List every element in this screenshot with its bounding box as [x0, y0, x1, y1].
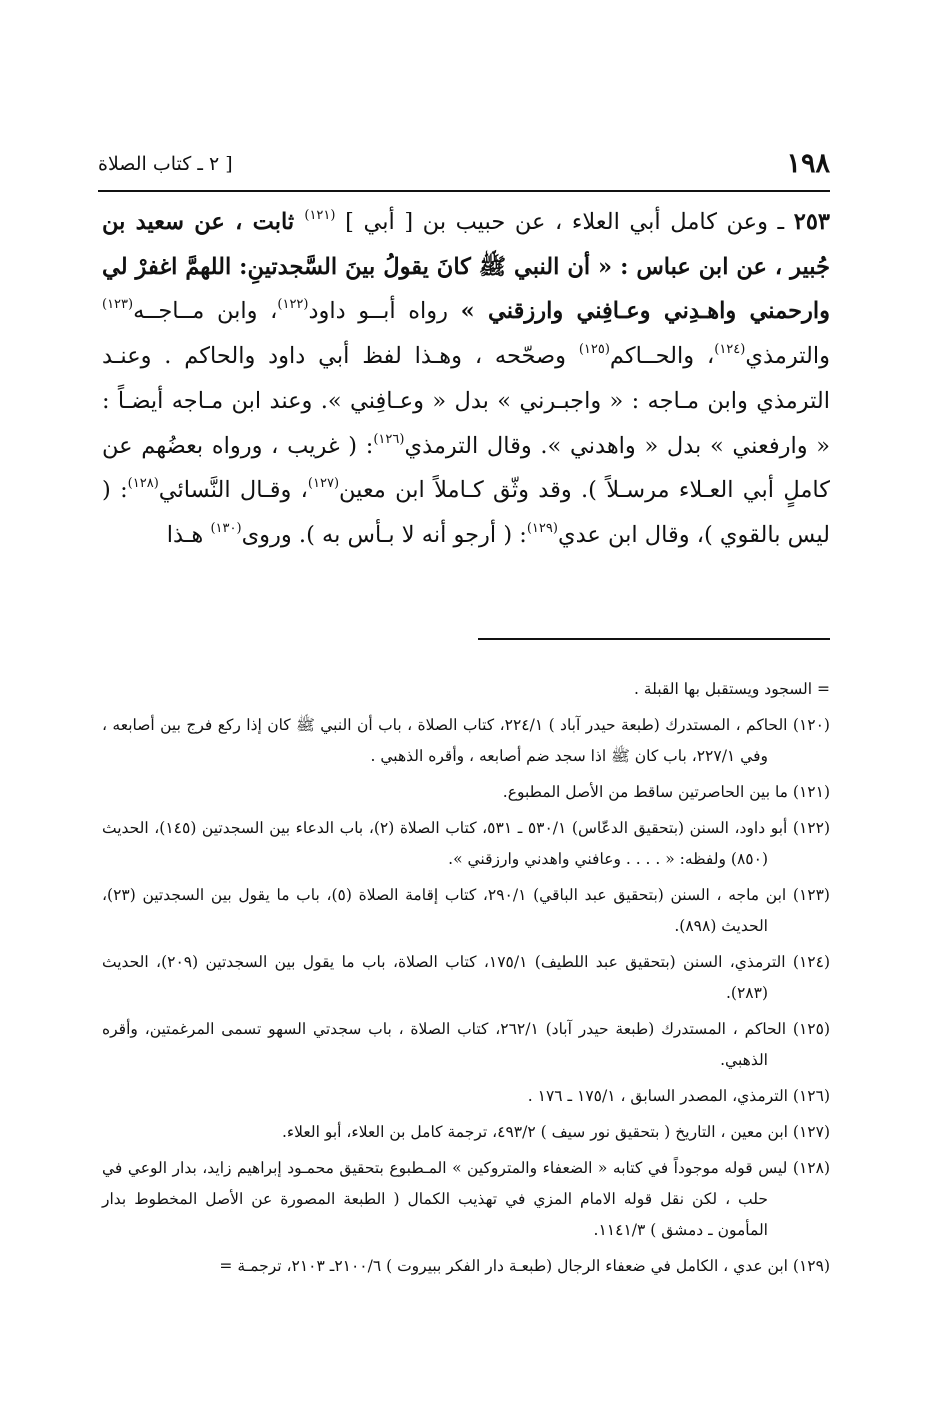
footnote-reference: (١٣٠): [210, 520, 242, 536]
footnote: (١٢٠) الحاكم ، المستدرك (طبعة حيدر آباد ) ٢٢٤/١، كتاب الصلاة ، باب أن النبي ﷺ كان إذا ركع فرج بين أصابعه ، وفي ٢٢٧/١، باب كان ﷺ اذا سجد ضم أصابعه ، وأقره الذهبي .: [102, 716, 830, 765]
footnote: (١٢٥) الحاكم ، المستدرك (طبعة حيدر آباد) ٢٦٢/١، كتاب الصلاة ، باب سجدتي السهو تسمى المرغمتين، وأقره الذهبي.: [102, 1020, 831, 1069]
text-segment: هـذا: [166, 521, 211, 548]
hadith-paragraph: [102, 200, 830, 558]
footnote-reference: (١٢٥): [578, 342, 610, 358]
footnote: (١٢٣) ابن ماجه ، السنن (بتحقيق عبد الباقي) ٢٩٠/١، كتاب إقامة الصلاة (٥)، باب ما يقول بين السجدتين (٢٣)، الحديث (٨٩٨).: [102, 886, 830, 935]
footnotes-section: [102, 674, 830, 1287]
text-segment: : ( أرجو أنه لا بـأس به ). وروى: [241, 521, 527, 548]
text-segment: رواه أبــو داود: [308, 298, 461, 325]
footnote: (١٢٩) ابن عدي ، الكامل في ضعفاء الرجال (طبعـة دار الفكر ببيروت ) ٢١٠٠/٦ـ ٢١٠٣، ترجمـة =: [219, 1257, 830, 1275]
text-segment: ، وقـال النَّسائي: [158, 477, 308, 504]
text-segment: ـ وعن كامل أبي العلاء ، عن حبيب بن [ أبي ]: [335, 209, 785, 235]
footnote-reference: (١٢٣): [102, 297, 134, 313]
footnote: (١٢٨) ليس قوله موجوداً في كتابه « الضعفاء والمتروكين » المـطبوع بتحقيق محمـود إبراهيم زايد، بدار الوعي في حلب ، لكن نقل قوله الامام المزي في تهذيب الكمال ( الطبعة المصورة عن الأصل المخطوط بدار المأمون ـ دمشق ) ١١٤١/٣.: [102, 1159, 830, 1239]
page-number: ١٩٨: [786, 148, 830, 179]
footnote-reference: (١٢١): [304, 208, 336, 223]
footnote-reference: (١٢٤): [714, 342, 746, 358]
hadith-quote: ثابت ، عن سعيد بن جُبير ، عن ابن عباس : « أن النبي ﷺ كانَ يقولُ بينَ السَّجدتينِ: اللهمَّ اغفرْ لي وارحمني واهـدِني وعـافِني وارزقني »: [102, 209, 831, 325]
footnote: (١٢٦) الترمذي، المصدر السابق ، ١٧٥/١ ـ ١٧٦ .: [527, 1087, 830, 1105]
footnote: (١٢٧) ابن معين ، التاريخ ( بتحقيق نور سيف ) ٤٩٣/٢، ترجمة كامل بن العلاء، أبو العلاء.: [281, 1123, 830, 1141]
page-header: [98, 140, 830, 184]
text-segment: : ( ليس بالقوي )، وقال ابن عدي: [102, 477, 830, 548]
hadith-number: ٢٥٣: [793, 209, 831, 235]
footnote-separator: [478, 638, 830, 640]
text-segment: وصحّحه ، وهـذا لفظ أبي داود والحاكم . وعنـد الترمذي وابن مـاجه : « واجبـرني » بدل « وعـافِني ». وعند ابن مـاجه أيضـاً : « وارفعني » بدل « واهدني ». وقال الترمذي: [102, 343, 831, 459]
running-title: [ ٢ ـ كتاب الصلاة: [98, 153, 233, 175]
footnote-reference: (١٢٧): [307, 476, 340, 492]
header-rule: [98, 190, 830, 192]
footnote-reference: (١٢٢): [277, 297, 309, 313]
text-segment: : ( غريب ، ورواه بعضُهم عن كاملٍ أبي العـلاء مرسـلاً ). وقد وثّق كـاملاً ابن معين: [102, 432, 830, 504]
footnote-reference: (١٢٨): [127, 476, 159, 492]
footnote: (١٢٢) أبو داود، السنن (بتحقيق الدعّاس) ٥٣٠/١ ـ ٥٣١، كتاب الصلاة (٢)، باب الدعاء بين السجدتين (١٤٥)، الحديث (٨٥٠) ولفظه: « . . . . وعافني واهدني وارزقني ».: [102, 819, 830, 868]
footnote: (١٢١) ما بين الحاصرتين ساقط من الأصل المطبوع.: [502, 783, 830, 801]
hadith-text: [102, 209, 830, 548]
footnote-reference: (١٢٦): [373, 431, 405, 447]
footnote: = السجود ويستقبل بها القبلة .: [633, 680, 830, 698]
footnote-reference: (١٢٩): [526, 520, 558, 536]
text-segment: ، وابن مــاجــه: [133, 298, 278, 325]
text-segment: والترمذي: [745, 343, 830, 370]
text-segment: ، والحــاكم: [609, 343, 715, 370]
footnote: (١٢٤) الترمذي، السنن (بتحقيق عبد اللطيف) ١٧٥/١، كتاب الصلاة، باب ما يقول بين السجدتين (٢٠٩)، الحديث (٢٨٣).: [102, 953, 831, 1002]
